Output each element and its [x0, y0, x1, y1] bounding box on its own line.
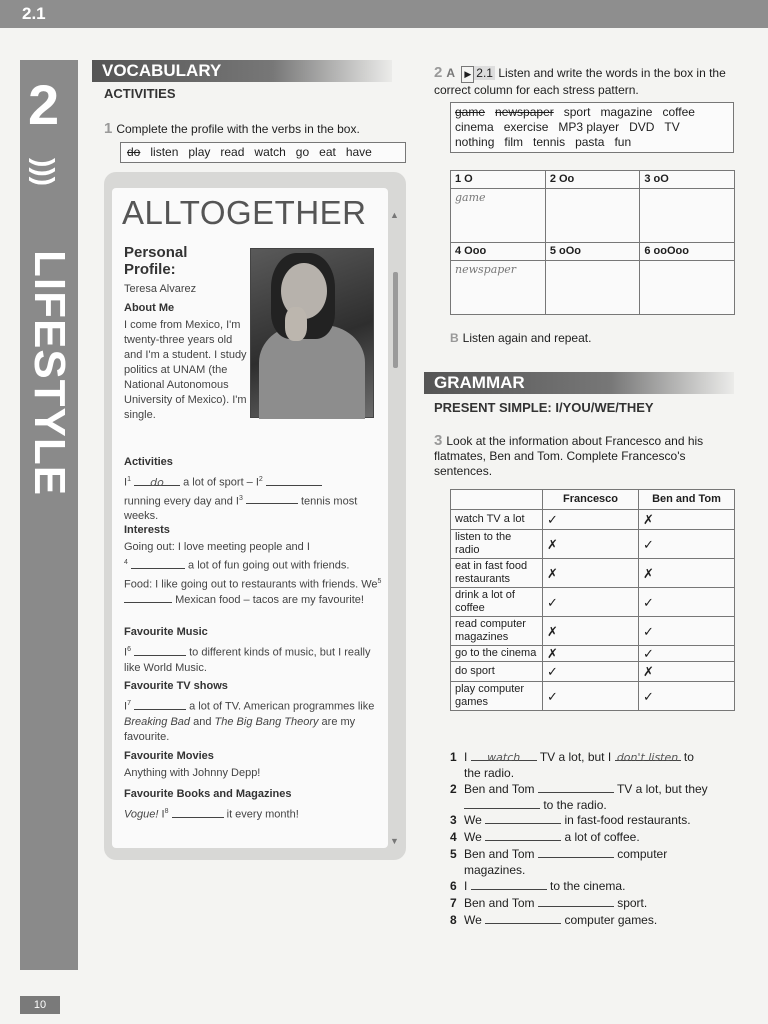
gap-5[interactable] — [124, 592, 172, 603]
vocabulary-subhead: ACTIVITIES — [104, 86, 176, 101]
sentence-1: 1 I watch TV a lot, but I don't listen to the radio. — [450, 750, 694, 780]
music-label: Favourite Music — [124, 626, 208, 638]
track-number: 2.1 — [476, 66, 493, 80]
gap-7[interactable] — [134, 699, 186, 710]
activities-label: Activities — [124, 456, 173, 468]
verb-word-box — [120, 142, 406, 163]
stress-col-4: 4 Ooo — [451, 243, 546, 261]
page-number: 10 — [20, 996, 60, 1014]
sentence-3: 3 We in fast-food restaurants. — [450, 813, 691, 827]
flatmates-table — [450, 489, 735, 711]
stress-cell[interactable] — [640, 189, 735, 243]
grammar-subhead: PRESENT SIMPLE: I/YOU/WE/THEY — [434, 400, 654, 415]
sentence-4: 4 We a lot of coffee. — [450, 830, 640, 844]
section-number: 2.1 — [22, 4, 46, 23]
sentence-2: 2 Ben and Tom TV a lot, but they to the radio. — [450, 782, 708, 812]
scroll-up-arrow-icon[interactable]: ▲ — [390, 210, 399, 220]
interests-text: Going out: I love meeting people and I $^4$ a lot of fun going out with friends. Food: I like going out to restaurants with friends. We$^5$ Mexican food – tacos are my favourite! — [124, 541, 382, 607]
profile-name: Teresa Alvarez — [124, 283, 197, 295]
audio-play-icon[interactable]: ▶ — [461, 66, 474, 83]
stress-cell[interactable]: game — [451, 189, 546, 243]
exercise-number: 1 — [104, 120, 113, 137]
sentence-5: 5 Ben and Tom computer magazines. — [450, 847, 668, 877]
word-item: read — [220, 145, 245, 159]
sound-wave-icon: ))) — [28, 158, 60, 186]
table-row: play computer games ✓ ✓ — [451, 682, 735, 711]
stress-col-2: 2 Oo — [545, 171, 640, 189]
word-item: do — [127, 145, 141, 159]
profile-photo — [250, 248, 374, 418]
gap-8[interactable] — [172, 807, 224, 818]
stress-word-box: game newspaper sport magazine coffee cinema exercise MP3 player DVD TV nothing film tennis pasta fun — [450, 102, 734, 153]
answer-2b[interactable] — [464, 798, 540, 809]
about-text: I come from Mexico, I'm twenty-three years old and I'm a student. I study politics at UNAM (the National Autonomous University of Mexico). I'm single. — [124, 319, 247, 421]
word-item: eat — [319, 145, 336, 159]
answer-1a: watch — [471, 750, 537, 761]
profile-site-title: ALLTOGETHER — [122, 194, 367, 231]
stress-cell[interactable] — [545, 189, 640, 243]
stress-col-6: 6 ooOoo — [640, 243, 735, 261]
gap-2[interactable] — [266, 475, 322, 486]
profile-heading: Personal Profile: — [124, 244, 188, 278]
tv-text: $I^7$ a lot of TV. American programmes like Breaking Bad and The Big Bang Theory are my favourite. — [124, 700, 375, 743]
sentence-6: 6 I to the cinema. — [450, 879, 626, 893]
word-item: have — [345, 145, 372, 159]
unit-title: LIFESTYLE — [25, 250, 74, 497]
stress-col-5: 5 oOo — [545, 243, 640, 261]
stress-col-1: 1 O — [451, 171, 546, 189]
exercise-2b-instruction: B Listen again and repeat. — [450, 331, 592, 345]
exercise-1-instruction: 1 Complete the profile with the verbs in the box. — [104, 120, 360, 137]
unit-sidebar — [20, 60, 78, 970]
answer-4[interactable] — [485, 830, 561, 841]
stress-cell[interactable] — [640, 261, 735, 315]
table-row: drink a lot of coffee ✓ ✓ — [451, 588, 735, 617]
grammar-banner: GRAMMAR — [424, 372, 734, 394]
scroll-down-arrow-icon[interactable]: ▼ — [390, 836, 399, 846]
unit-number: 2 — [28, 73, 60, 136]
tv-label: Favourite TV shows — [124, 680, 228, 692]
exercise-3-instruction: 3 Look at the information about Francesco and his flatmates, Ben and Tom. Complete Francesco's sentences. — [434, 432, 704, 478]
top-bar — [0, 0, 768, 28]
table-row: go to the cinema ✗ ✓ — [451, 646, 735, 662]
stress-cell[interactable]: newspaper — [451, 261, 546, 315]
gap-4[interactable] — [131, 558, 185, 569]
answer-8[interactable] — [485, 913, 561, 924]
books-text: Vogue! $I^8$ it every month! — [124, 808, 299, 821]
gap-3[interactable] — [246, 493, 298, 504]
word-item: go — [295, 145, 310, 159]
answer-2a[interactable] — [538, 782, 614, 793]
interests-label: Interests — [124, 524, 170, 536]
table-row: eat in fast food restaurants ✗ ✗ — [451, 559, 735, 588]
gap-example: do — [134, 475, 180, 486]
stress-pattern-table — [450, 170, 735, 315]
header-ben-tom: Ben and Tom — [639, 490, 735, 510]
profile-card — [104, 172, 406, 860]
answer-1b: don't listen — [615, 750, 681, 761]
answer-6[interactable] — [471, 879, 547, 890]
exercise-2-instruction: 2 A ▶ 2.1 Listen and write the words in the box in the correct column for each stress pattern. — [434, 64, 726, 97]
table-row: do sport ✓ ✗ — [451, 662, 735, 682]
answer-5[interactable] — [538, 847, 614, 858]
table-row: read computer magazines ✗ ✓ — [451, 617, 735, 646]
word-item: watch — [254, 145, 286, 159]
table-row: listen to the radio ✗ ✓ — [451, 530, 735, 559]
sentence-7: 7 Ben and Tom sport. — [450, 896, 648, 910]
profile-content — [112, 188, 388, 848]
movies-label: Favourite Movies — [124, 750, 214, 762]
vocabulary-banner: VOCABULARY — [92, 60, 392, 82]
header-francesco: Francesco — [543, 490, 639, 510]
activities-text: $I^1$ do a lot of sport – $I^2$ running every day and $I^3$ tennis most weeks. — [124, 475, 358, 523]
scrollbar-thumb[interactable] — [393, 272, 398, 368]
word-item: play — [188, 145, 211, 159]
about-label: About Me — [124, 302, 175, 314]
word-item: listen — [150, 145, 179, 159]
answer-7[interactable] — [538, 896, 614, 907]
answer-3[interactable] — [485, 813, 561, 824]
stress-col-3: 3 oO — [640, 171, 735, 189]
music-text: $I^6$ to different kinds of music, but I really like World Music. — [124, 646, 371, 674]
gap-6[interactable] — [134, 645, 186, 656]
sentence-8: 8 We computer games. — [450, 913, 658, 927]
movies-text: Anything with Johnny Depp! — [124, 767, 261, 779]
books-label: Favourite Books and Magazines — [124, 788, 292, 800]
stress-cell[interactable] — [545, 261, 640, 315]
table-row: watch TV a lot ✓ ✗ — [451, 510, 735, 530]
